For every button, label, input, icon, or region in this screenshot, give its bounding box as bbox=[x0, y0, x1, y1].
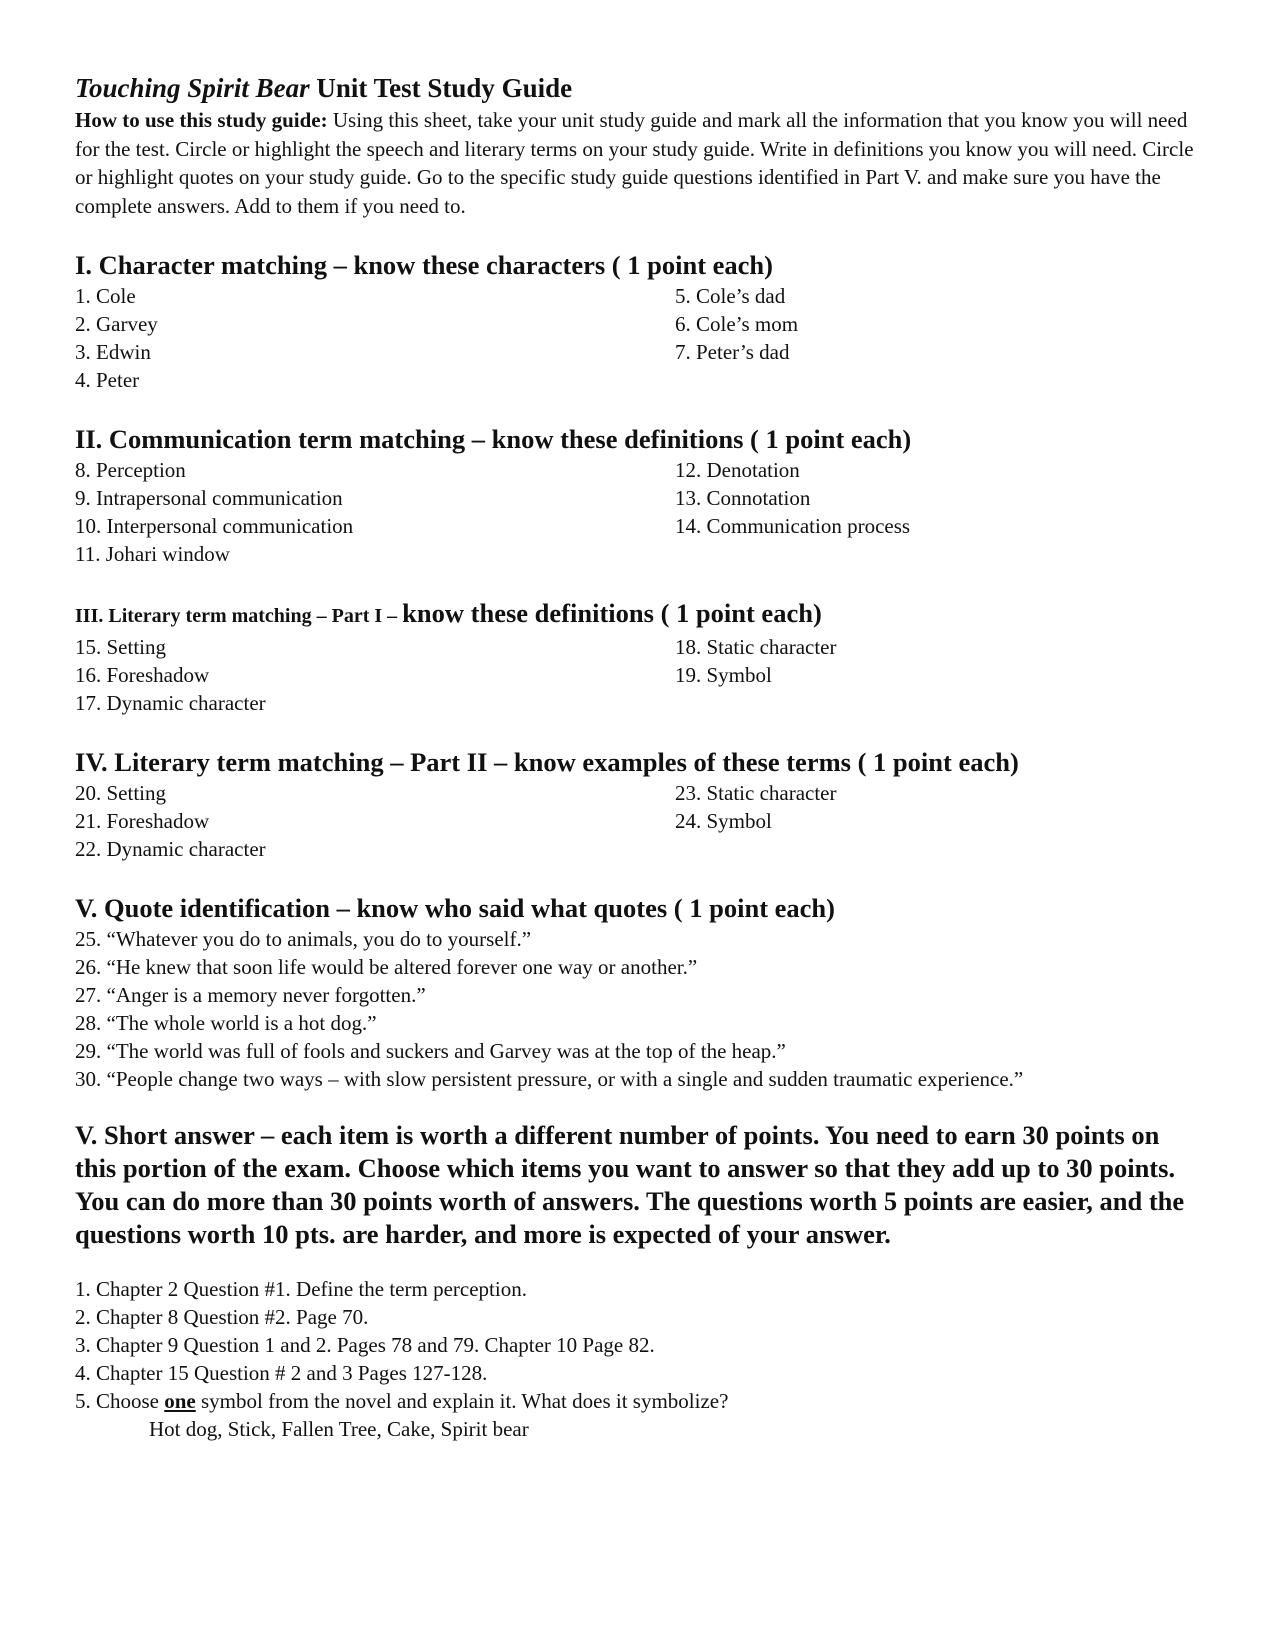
section-2-columns bbox=[75, 456, 1205, 568]
quote-item: 27. “Anger is a memory never forgotten.” bbox=[75, 983, 426, 1007]
section-2-heading: II. Communication term matching – know these definitions ( 1 point each) bbox=[75, 424, 912, 454]
section-2-right-list bbox=[675, 456, 1195, 568]
symbol-options: Hot dog, Stick, Fallen Tree, Cake, Spirit bear bbox=[149, 1417, 529, 1441]
list-item: 24. Symbol bbox=[675, 809, 772, 833]
quote-item: 30. “People change two ways – with slow persistent pressure, or with a single and sudden traumatic experience.” bbox=[75, 1067, 1024, 1091]
item-5-pre: 5. Choose bbox=[75, 1389, 165, 1413]
quote-item: 25. “Whatever you do to animals, you do to yourself.” bbox=[75, 927, 532, 951]
section-1-heading: I. Character matching – know these characters ( 1 point each) bbox=[75, 250, 773, 280]
section-4-right-list bbox=[675, 779, 1195, 863]
short-answer-item: 3. Chapter 9 Question 1 and 2. Pages 78 and 79. Chapter 10 Page 82. bbox=[75, 1333, 655, 1357]
section-3-heading-rest: know these definitions ( 1 point each) bbox=[402, 598, 822, 628]
page-title bbox=[75, 70, 1205, 106]
list-item: 11. Johari window bbox=[75, 542, 230, 566]
quote-item: 26. “He knew that soon life would be altered forever one way or another.” bbox=[75, 955, 698, 979]
list-item: 17. Dynamic character bbox=[75, 691, 266, 715]
section-3-heading-lead: III. Literary term matching – Part I – bbox=[75, 605, 403, 627]
intro-label: How to use this study guide: bbox=[75, 108, 328, 132]
list-item: 10. Interpersonal communication bbox=[75, 514, 354, 538]
section-1-right-list bbox=[675, 282, 1195, 394]
intro-paragraph bbox=[75, 106, 1205, 220]
section-3-right-list bbox=[675, 633, 1195, 717]
list-item: 1. Cole bbox=[75, 284, 136, 308]
list-item: 16. Foreshadow bbox=[75, 663, 210, 687]
section-4-heading: IV. Literary term matching – Part II – know examples of these terms ( 1 point each) bbox=[75, 747, 1019, 777]
section-1-columns bbox=[75, 282, 1205, 394]
short-answer-item: 2. Chapter 8 Question #2. Page 70. bbox=[75, 1305, 369, 1329]
section-3-columns bbox=[75, 633, 1205, 717]
quote-list bbox=[75, 925, 1205, 1093]
short-answer-item: 4. Chapter 15 Question # 2 and 3 Pages 127-128. bbox=[75, 1361, 488, 1385]
section-3-left-list bbox=[75, 633, 675, 717]
list-item: 3. Edwin bbox=[75, 340, 151, 364]
list-item: 6. Cole’s mom bbox=[675, 312, 799, 336]
short-answer-item: 1. Chapter 2 Question #1. Define the term perception. bbox=[75, 1277, 527, 1301]
intro-text: Using this sheet, take your unit study guide and mark all the information that you know you will need for the test. Circle or highlight the speech and literary terms on your study guide. Write in definitions you know you will need. Circle or highlight quotes on your study guide. Go to the specific study guide questions identified in Part V. and make sure you have the complete answers. Add to them if you need to. bbox=[75, 108, 1194, 218]
item-5-underlined: one bbox=[164, 1389, 196, 1413]
quote-item: 28. “The whole world is a hot dog.” bbox=[75, 1011, 377, 1035]
list-item: 8. Perception bbox=[75, 458, 186, 482]
list-item: 15. Setting bbox=[75, 635, 167, 659]
list-item: 5. Cole’s dad bbox=[675, 284, 786, 308]
section-3-heading bbox=[75, 596, 1205, 633]
section-1-left-list bbox=[75, 282, 675, 394]
short-answer-item bbox=[75, 1387, 1205, 1415]
list-item: 4. Peter bbox=[75, 368, 140, 392]
list-item: 13. Connotation bbox=[675, 486, 811, 510]
book-title: Touching Spirit Bear bbox=[75, 73, 310, 103]
section-5-heading: V. Quote identification – know who said what quotes ( 1 point each) bbox=[75, 893, 835, 923]
list-item: 12. Denotation bbox=[675, 458, 800, 482]
list-item: 22. Dynamic character bbox=[75, 837, 266, 861]
section-2-left-list bbox=[75, 456, 675, 568]
short-answer-heading: V. Short answer – each item is worth a different number of points. You need to earn 30 points on this portion of the exam. Choose which items you want to answer so that they add up to 30 points. You can do more than 30 points worth of answers. The questions worth 5 points are easier, and the questions worth 10 pts. are harder, and more is expected of your answer. bbox=[75, 1120, 1185, 1249]
list-item: 21. Foreshadow bbox=[75, 809, 210, 833]
list-item: 9. Intrapersonal communication bbox=[75, 486, 343, 510]
item-5-post: symbol from the novel and explain it. What does it symbolize? bbox=[195, 1389, 729, 1413]
list-item: 14. Communication process bbox=[675, 514, 911, 538]
list-item: 18. Static character bbox=[675, 635, 837, 659]
list-item: 19. Symbol bbox=[675, 663, 772, 687]
study-guide-page bbox=[75, 70, 1205, 1443]
list-item: 23. Static character bbox=[675, 781, 837, 805]
short-answer-list bbox=[75, 1275, 1205, 1443]
list-item: 20. Setting bbox=[75, 781, 167, 805]
section-4-left-list bbox=[75, 779, 675, 863]
section-4-columns bbox=[75, 779, 1205, 863]
quote-item: 29. “The world was full of fools and suckers and Garvey was at the top of the heap.” bbox=[75, 1039, 786, 1063]
list-item: 7. Peter’s dad bbox=[675, 340, 790, 364]
title-rest: Unit Test Study Guide bbox=[309, 73, 573, 103]
list-item: 2. Garvey bbox=[75, 312, 158, 336]
